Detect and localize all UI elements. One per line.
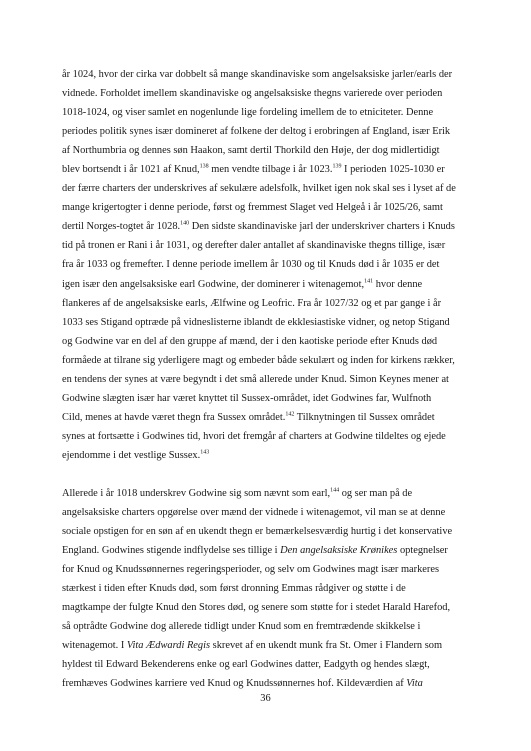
text-line <box>62 503 470 522</box>
text-run: for Knud og Knudssønnernes regeringsperioder, og selv om Godwines magt især markeres <box>62 564 440 576</box>
text-line <box>62 351 470 370</box>
text-line <box>62 579 470 598</box>
text-run: formåede at tilrane sig yderligere magt og embeder både sekulært og inden for kirkens rækker, <box>62 354 455 366</box>
text-run: Tilknytningen til Sussex området <box>294 411 435 423</box>
footnote-ref: 139 <box>332 163 342 170</box>
text-run: fremhæves Godwines karriere ved Knud og Knudssønnernes hof. Kildeværdien af <box>62 678 407 690</box>
text-run: hvor denne <box>373 278 423 290</box>
text-line <box>62 484 470 503</box>
text-line <box>62 332 470 351</box>
footnote-ref: 138 <box>199 163 209 170</box>
italic-title: Den angelsaksiske Krønikes <box>280 545 398 557</box>
text-run: tid på tronen er Rani i år 1031, og derefter daler antallet af skandinaviske thegns tillige, især <box>62 240 446 252</box>
text-run: ejendomme i det vestlige Sussex. <box>62 449 201 461</box>
text-run: witenagemot. I <box>62 640 127 652</box>
text-line <box>62 617 470 636</box>
italic-title: Vita Ædwardi Regis <box>126 640 211 652</box>
text-run: Den sidste skandinaviske jarl der underskriver charters i Knuds <box>189 221 455 233</box>
text-line <box>62 160 470 179</box>
text-run: periodes politik synes især domineret af folkene der deltog i erobringen af England, især Erik <box>62 126 451 138</box>
paragraph <box>62 65 470 465</box>
text-line <box>62 636 470 655</box>
text-line <box>62 122 470 141</box>
text-line <box>62 541 470 560</box>
text-run: igen især den angelsaksiske earl Godwine, der dominerer i witenagemot, <box>62 278 365 290</box>
footnote-ref: 144 <box>330 487 340 494</box>
text-line <box>62 236 470 255</box>
text-run: magtkampe der fulgte Knud den Stores død, og senere som støtte for i stedet Harald Harefod, <box>62 602 451 614</box>
text-line <box>62 389 470 408</box>
footnote-ref: 143 <box>200 449 210 456</box>
footnote-ref: 141 <box>364 278 374 285</box>
text-line <box>62 84 470 103</box>
text-run: hyldest til Edward Bekenderens enke og earl Godwines datter, Eadgyth og hendes slægt, <box>62 659 430 671</box>
footnote-ref: 142 <box>285 411 295 418</box>
text-line <box>62 674 470 693</box>
text-line <box>62 408 470 427</box>
text-run: en tendens der synes at være begyndt i det små allerede under Knud. Simon Keynes mener at <box>62 373 449 385</box>
text-line <box>62 598 470 617</box>
italic-title: Vita <box>406 678 423 690</box>
text-run: optegnelser <box>397 545 448 557</box>
text-run: sociale opstigen for en søn af en ukendt thegn er bemærkelsesværdig hurtig i det konservative <box>62 526 453 538</box>
text-run: Godwine slægten især har været knyttet til Sussex-området, idet Godwines far, Wulfnoth <box>62 392 432 404</box>
text-run: angelsaksiske charters opgørelse over mænd der vidnede i witenagemot, vil man se at denne <box>62 507 446 519</box>
text-line <box>62 560 470 579</box>
text-line <box>62 65 470 84</box>
text-run: der færre charters der underskrives af sekulære adelsfolk, hvilket igen nok skal ses i lyset af de <box>62 183 456 195</box>
text-line <box>62 522 470 541</box>
page-number: 36 <box>260 693 271 704</box>
text-run: flankeres af de angelsaksiske earls, Ælfwine og Leofric. Fra år 1027/32 og et par gange i år <box>62 297 442 309</box>
text-line <box>62 141 470 160</box>
text-line <box>62 255 470 274</box>
text-run: mange krigertogter i denne periode, først og fremmest Slaget ved Helgeå i år 1025/26, samt <box>62 202 443 214</box>
text-line <box>62 427 470 446</box>
text-line <box>62 655 470 674</box>
text-run: så optrådte Godwine dog allerede tidligt under Knud som en fremtrædende skikkelse i <box>62 621 421 633</box>
text-run: 1018-1024, og viser samlet en nogenlunde lige fordeling imellem de to etniciteter. Denne <box>62 107 434 119</box>
text-run: og ser man på de <box>339 487 413 499</box>
text-run: skrevet af en ukendt munk fra St. Omer i Flandern som <box>210 640 443 652</box>
text-run: af Northumbria og dennes søn Haakon, samt dertil Thorkild den Høje, der dog midlertidigt <box>62 145 440 157</box>
text-line <box>62 446 470 465</box>
footnote-ref: 140 <box>180 220 190 227</box>
text-line <box>62 275 470 294</box>
text-run: og Godwine var en del af den gruppe af mænd, der i den kaotiske periode efter Knuds død <box>62 335 438 347</box>
text-line <box>62 370 470 389</box>
text-line <box>62 313 470 332</box>
text-run: Allerede i år 1018 underskrev Godwine sig som nævnt som earl, <box>62 487 331 499</box>
text-run: stærkest i tiden efter Knuds død, som først dronning Emmas rådgiver og støtte i de <box>62 583 406 595</box>
text-run: synes at fortsætte i Godwines tid, hvori det fremgår af charters at Godwine tildeltes og ejede <box>62 430 446 442</box>
text-run: år 1024, hvor der cirka var dobbelt så mange skandinaviske som angelsaksiske jarler/earls der <box>62 69 453 80</box>
text-run: men vendte tilbage i år 1023. <box>208 164 333 176</box>
text-line <box>62 198 470 217</box>
text-run: 1033 ses Stigand optræde på vidneslisterne iblandt de ekklesiastiske vidner, og netop Stigand <box>62 316 450 328</box>
paragraph <box>62 484 470 694</box>
text-run: England. Godwines stigende indflydelse ses tillige i <box>62 545 281 557</box>
text-line <box>62 294 470 313</box>
text-run: I perioden 1025-1030 er <box>341 164 445 176</box>
text-line <box>62 179 470 198</box>
text-run: Cild, menes at havde været thegn fra Sussex området. <box>62 411 286 423</box>
text-line <box>62 103 470 122</box>
body-text <box>62 65 470 694</box>
text-run: vidnede. Forholdet imellem skandinaviske og angelsaksiske thegns varierede over perioden <box>62 88 443 100</box>
text-run: dertil Norges-togtet år 1028. <box>62 221 181 233</box>
text-run: fra år 1033 og fremefter. I denne periode imellem år 1030 og til Knuds død i år 1035 er det <box>62 259 440 271</box>
text-line <box>62 217 470 236</box>
text-run: blev bortsendt i år 1021 af Knud, <box>62 164 200 176</box>
